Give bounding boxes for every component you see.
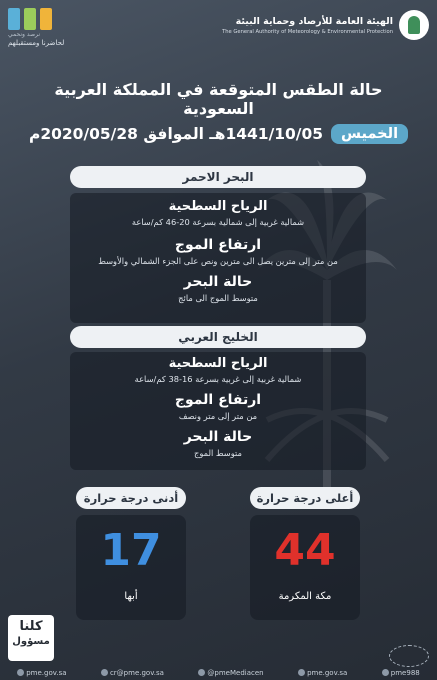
arabian-gulf-heading: الخليج العربي [70,326,366,348]
badge-line1: كلنا [19,619,43,634]
authority-header [222,10,429,40]
twitter-icon [198,669,205,676]
gulf-wind-text: شمالية غربية إلى غربية بسرعة 16-38 كم/ساعة [134,374,302,384]
website2-text: pme.gov.sa [307,669,348,677]
gulf-state-text: متوسط الموج [194,448,242,458]
vision-slogan [8,30,98,48]
red-sea-wave-text: من متر إلى مترين يصل الى مترين ونص على الجزء الشمالي والأوسط [98,256,338,266]
twitter-text: @pmeMediacen [207,669,264,677]
vision-2030-icon [8,8,52,30]
date-text: 1441/10/05هـ الموافق 2020/05/28م [28,125,324,143]
min-temp-label: أدنى درجة حرارة [76,487,186,509]
bulletin-title [20,80,417,144]
authority-logo-icon [399,10,429,40]
mail-icon [101,669,108,676]
min-temp-city: أبها [124,591,138,602]
min-temp-card [76,515,186,620]
vision-line1: نرصد ونحمي [8,31,41,38]
twitter-link[interactable] [198,669,263,677]
max-temp-value: 44 [274,525,336,576]
globe-icon [298,669,305,676]
max-temp-card [250,515,360,620]
gulf-wind-title: الرياح السطحية [168,356,268,371]
website-text: pme.gov.sa [26,669,67,677]
red-sea-wave-title: ارتفاع الموج [174,237,262,253]
website-link[interactable] [17,669,66,677]
day-badge: الخميس [331,124,408,144]
phone-icon [382,669,389,676]
gulf-wave-title: ارتفاع الموج [174,392,262,408]
max-temp-city: مكة المكرمة [278,591,332,602]
arabian-gulf-panel [70,352,366,470]
max-temp-label: أعلى درجة حرارة [250,487,360,509]
gulf-state-title: حالة البحر [183,429,253,445]
red-sea-panel [70,193,366,323]
red-sea-state-text: متوسط الموج الى مائج [178,293,258,303]
website2-link[interactable] [298,669,347,677]
phone-link[interactable] [382,669,420,677]
email-link[interactable] [101,669,164,677]
badge-line2: مسؤول [12,636,50,647]
red-sea-wind-title: الرياح السطحية [168,199,268,214]
footer-contacts [0,666,437,680]
authority-name-ar: الهيئة العامة للأرصاد وحماية البيئة [235,15,393,27]
kulna-masool-badge [8,615,54,661]
gulf-wave-text: من متر إلى متر ونصف [178,411,258,421]
red-sea-wind-text: شمالية غربية إلى شمالية بسرعة 20-46 كم/ساعة [131,217,305,227]
page-title: حالة الطقس المتوقعة في المملكة العربية السعودية [54,80,383,118]
red-sea-heading: البحر الاحمر [70,166,366,188]
phone-text: pme988 [390,669,420,677]
seal-logo-icon [389,645,429,667]
vision-line2: لحاضرنا ومستقبلهم [8,39,65,47]
min-temp-value: 17 [100,525,162,576]
email-text: cr@pme.gov.sa [109,669,164,677]
red-sea-state-title: حالة البحر [183,274,253,290]
vision-logos [8,8,52,30]
globe-icon [17,669,24,676]
authority-name-en: The General Authority of Meteorology & Environmental Protection [222,28,393,35]
